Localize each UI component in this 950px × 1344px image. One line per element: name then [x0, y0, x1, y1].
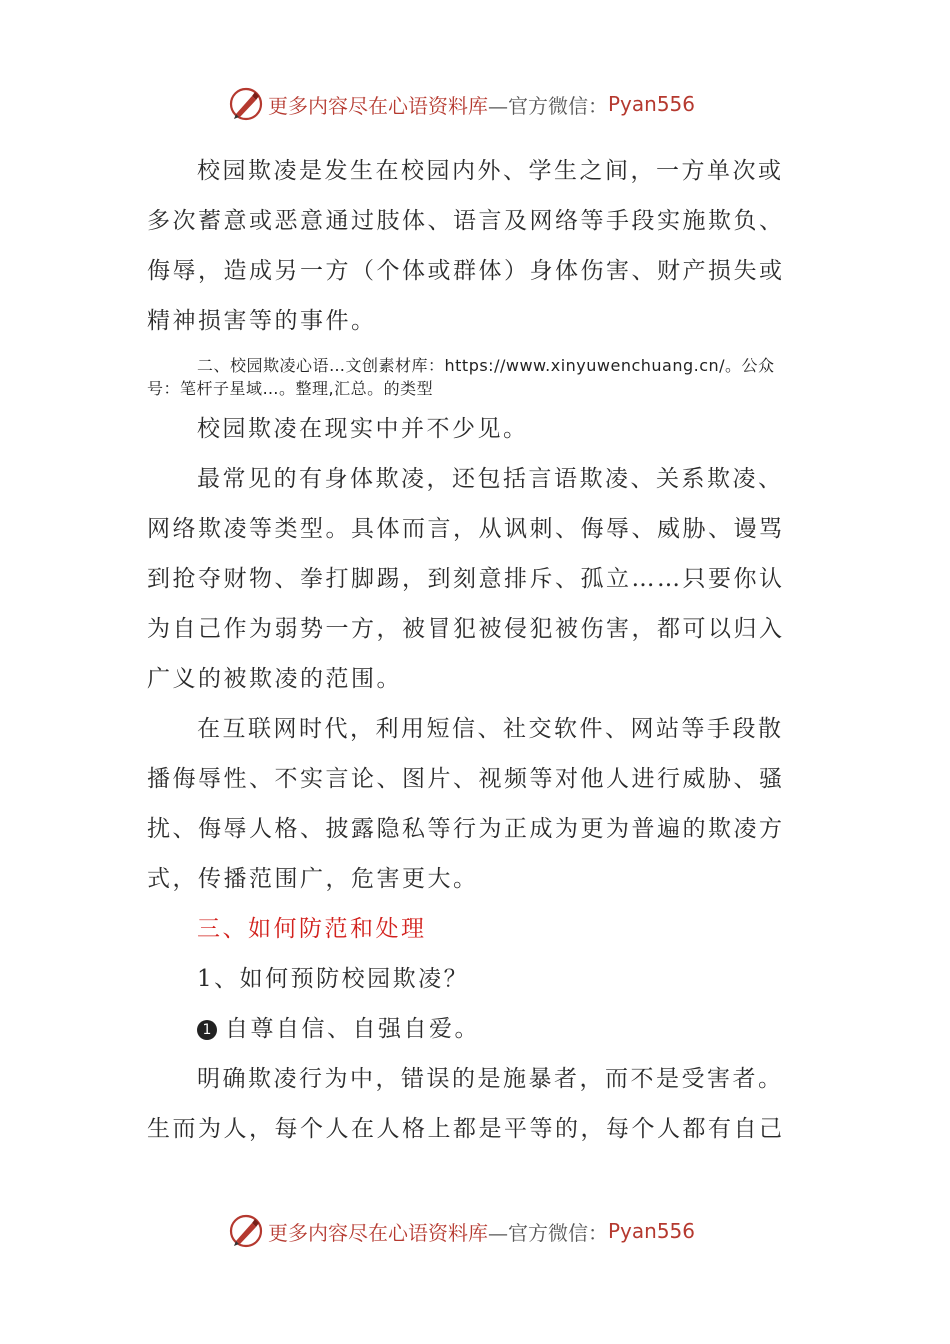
bullet-text: 自尊自信、自强自爱。: [225, 1016, 480, 1042]
paragraph-victim-not-wrong: 明确欺凌行为中，错误的是施暴者，而不是受害者。生而为人，每个人在人格上都是平等的，每个人都有自己: [147, 1066, 785, 1142]
header-site-name: 更多内容尽在心语资料库: [268, 93, 488, 118]
footer-site-name: 更多内容尽在心语资料库: [268, 1220, 488, 1245]
page-footer: [228, 1211, 695, 1251]
document-body: [147, 146, 787, 1154]
paragraph-bullying-types: 最常见的有身体欺凌，还包括言语欺凌、关系欺凌、网络欺凌等类型。具体而言，从讽刺、侮辱、威胁、谩骂到抢夺财物、拳打脚踢，到刻意排斥、孤立……只要你认为自己作为弱势一方，被冒犯被侵犯被伤害，都可以归入广义的被欺凌的范围。: [147, 466, 785, 692]
section-heading-prevention: 三、如何防范和处理: [197, 916, 427, 942]
header-wechat-label: —官方微信：: [488, 93, 608, 118]
paragraph-not-rare: 校园欺凌在现实中并不少见。: [197, 416, 529, 442]
bullet-item-self-respect: [147, 1004, 787, 1054]
pen-logo-icon: [228, 1213, 264, 1249]
footer-wechat-label: —官方微信：: [488, 1220, 608, 1245]
number-one-bullet-icon: 1: [197, 1020, 217, 1040]
question-how-to-prevent: 1、如何预防校园欺凌？: [197, 966, 470, 992]
paragraph-definition: 校园欺凌是发生在校园内外、学生之间，一方单次或多次蓄意或恶意通过肢体、语言及网络等手段实施欺负、侮辱，造成另一方（个体或群体）身体伤害、财产损失或精神损害等的事件。: [147, 158, 785, 334]
paragraph-internet-bullying: 在互联网时代，利用短信、社交软件、网站等手段散播侮辱性、不实言论、图片、视频等对他人进行威胁、骚扰、侮辱人格、披露隐私等行为正成为更为普遍的欺凌方式，传播范围广，危害更大。: [147, 716, 785, 892]
footer-wechat-id: Pyan556: [608, 1219, 696, 1243]
page-header: [228, 84, 695, 124]
header-wechat-id: Pyan556: [608, 92, 696, 116]
pen-logo-icon: [228, 86, 264, 122]
section-heading-types: 二、校园欺凌心语…文创素材库：https://www.xinyuwenchuang.cn/。公众号：笔杆子星域…。整理,汇总。的类型: [147, 356, 775, 398]
